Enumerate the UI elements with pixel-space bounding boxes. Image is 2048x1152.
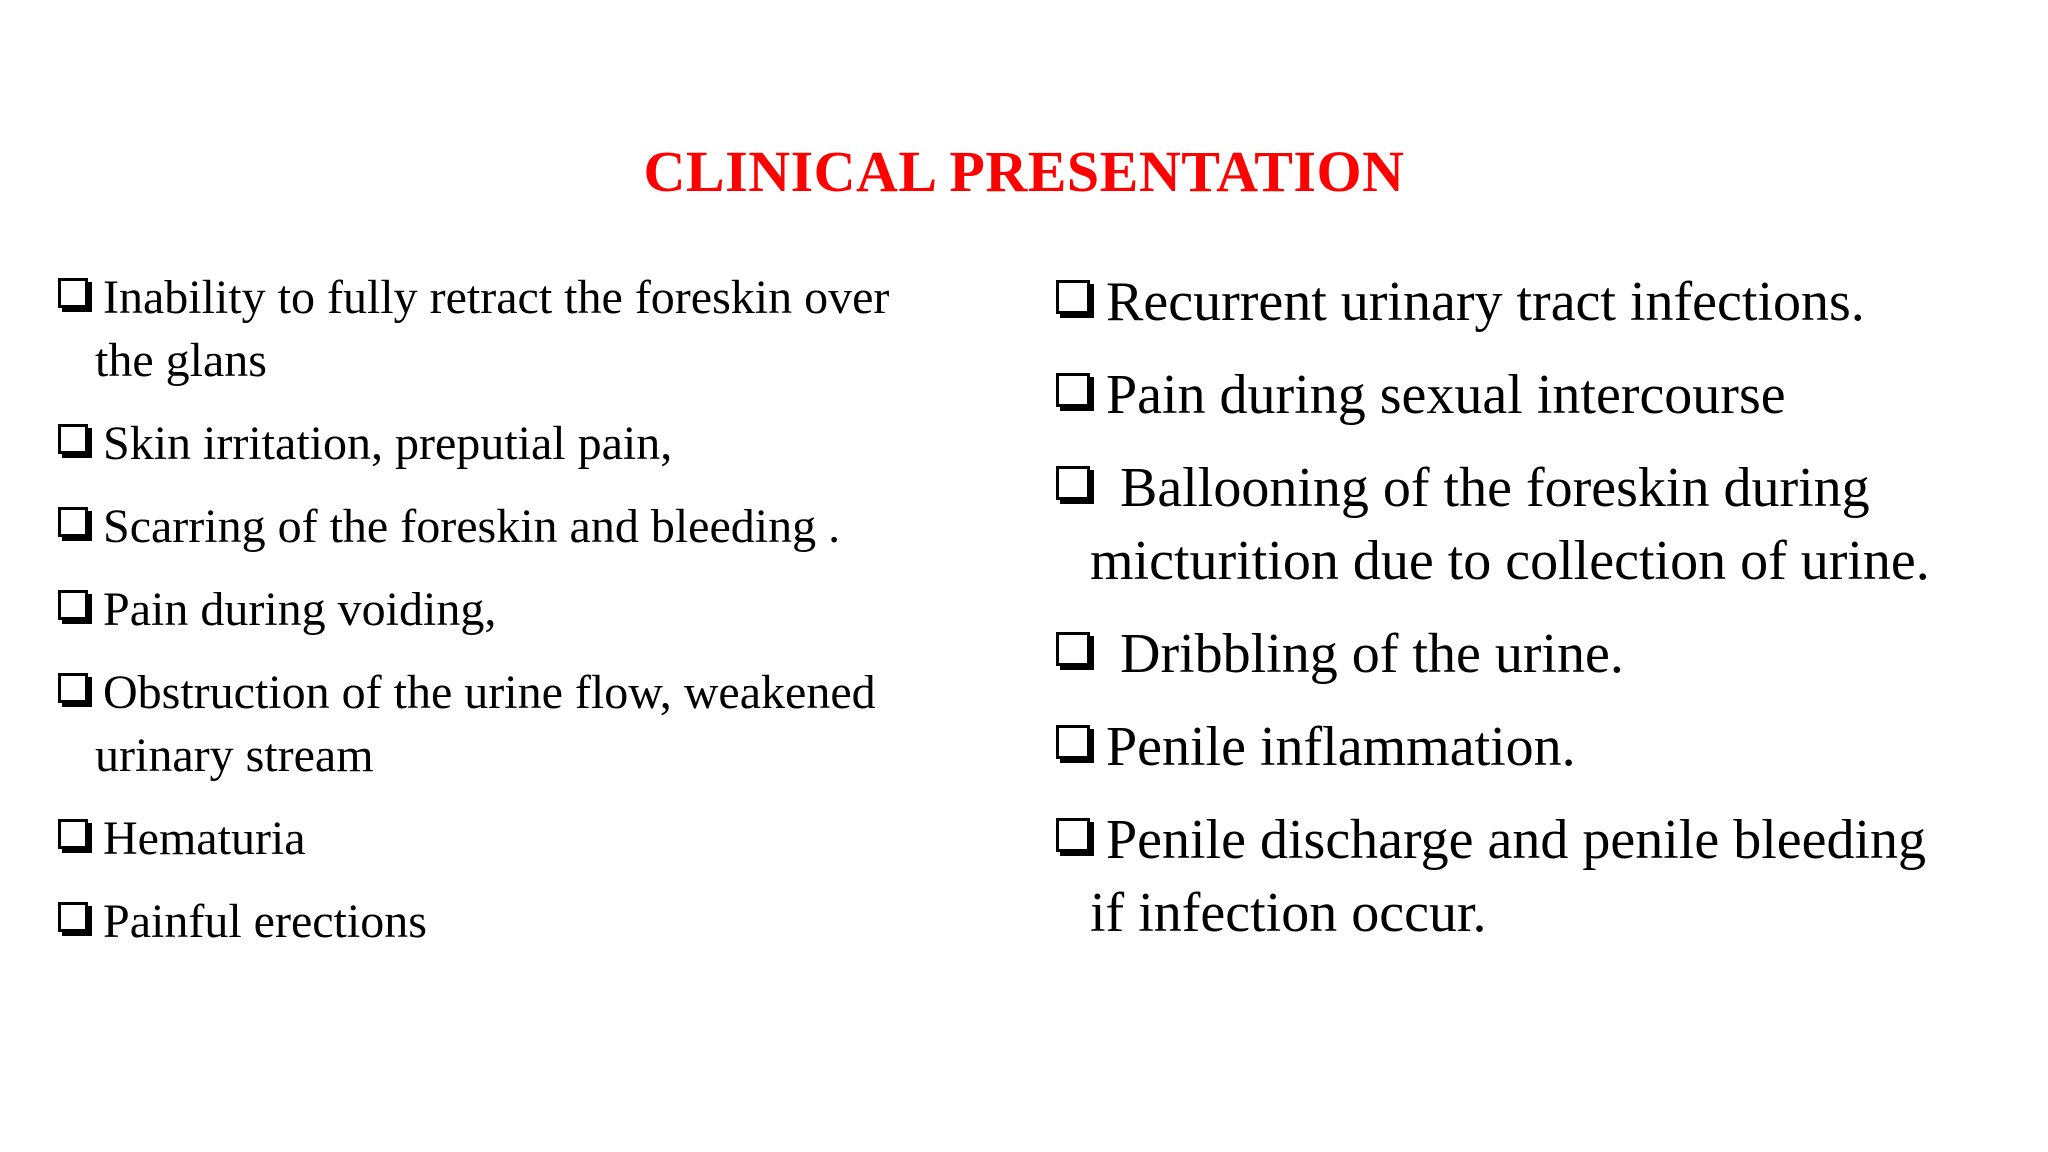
list-item-text: Recurrent urinary tract infections. xyxy=(1106,271,1865,333)
list-item xyxy=(58,890,968,953)
list-item xyxy=(1056,804,2016,950)
list-item-text: Ballooning of the foreskin during xyxy=(1120,457,1870,519)
hollow-square-bullet-icon xyxy=(58,590,88,620)
right-bullet-list xyxy=(1056,266,2016,970)
list-item xyxy=(1056,359,2016,432)
hollow-square-bullet-icon xyxy=(1056,725,1090,759)
list-item xyxy=(58,578,968,641)
hollow-square-bullet-icon xyxy=(58,424,88,454)
hollow-square-bullet-icon xyxy=(1056,280,1090,314)
list-item xyxy=(58,661,968,787)
hollow-square-bullet-icon xyxy=(58,278,88,308)
hollow-square-bullet-icon xyxy=(58,819,88,849)
hollow-square-bullet-icon xyxy=(1056,373,1090,407)
list-item-text: Hematuria xyxy=(103,812,306,865)
hollow-square-bullet-icon xyxy=(1056,818,1090,852)
list-item-text-continued: if infection occur. xyxy=(1090,882,1487,944)
list-item-text: Inability to fully retract the foreskin over xyxy=(103,271,890,324)
hollow-square-bullet-icon xyxy=(1056,632,1090,666)
list-item-text: Penile inflammation. xyxy=(1106,716,1576,778)
list-item-text: Skin irritation, preputial pain, xyxy=(103,417,673,470)
list-item-text: Dribbling of the urine. xyxy=(1120,623,1624,685)
hollow-square-bullet-icon xyxy=(58,507,88,537)
list-item xyxy=(58,412,968,475)
list-item-text-continued: urinary stream xyxy=(95,729,374,782)
list-item-text: Penile discharge and penile bleeding xyxy=(1106,809,1927,871)
list-item-text: Pain during voiding, xyxy=(103,583,497,636)
list-item-text: Scarring of the foreskin and bleeding . xyxy=(103,500,841,553)
hollow-square-bullet-icon xyxy=(1056,466,1090,500)
list-item-text: Obstruction of the urine flow, weakened xyxy=(103,666,876,719)
slide-title: CLINICAL PRESENTATION xyxy=(643,139,1405,204)
list-item xyxy=(1056,711,2016,784)
list-item-text-continued: the glans xyxy=(95,334,267,387)
list-item xyxy=(58,495,968,558)
left-bullet-list xyxy=(58,266,968,973)
list-item xyxy=(58,266,968,392)
list-item xyxy=(1056,452,2016,598)
list-item-text: Pain during sexual intercourse xyxy=(1106,364,1786,426)
list-item-text-continued: micturition due to collection of urine. xyxy=(1090,530,1930,592)
hollow-square-bullet-icon xyxy=(58,673,88,703)
list-item xyxy=(1056,618,2016,691)
list-item xyxy=(1056,266,2016,339)
list-item-text: Painful erections xyxy=(103,895,427,948)
list-item xyxy=(58,807,968,870)
hollow-square-bullet-icon xyxy=(58,902,88,932)
